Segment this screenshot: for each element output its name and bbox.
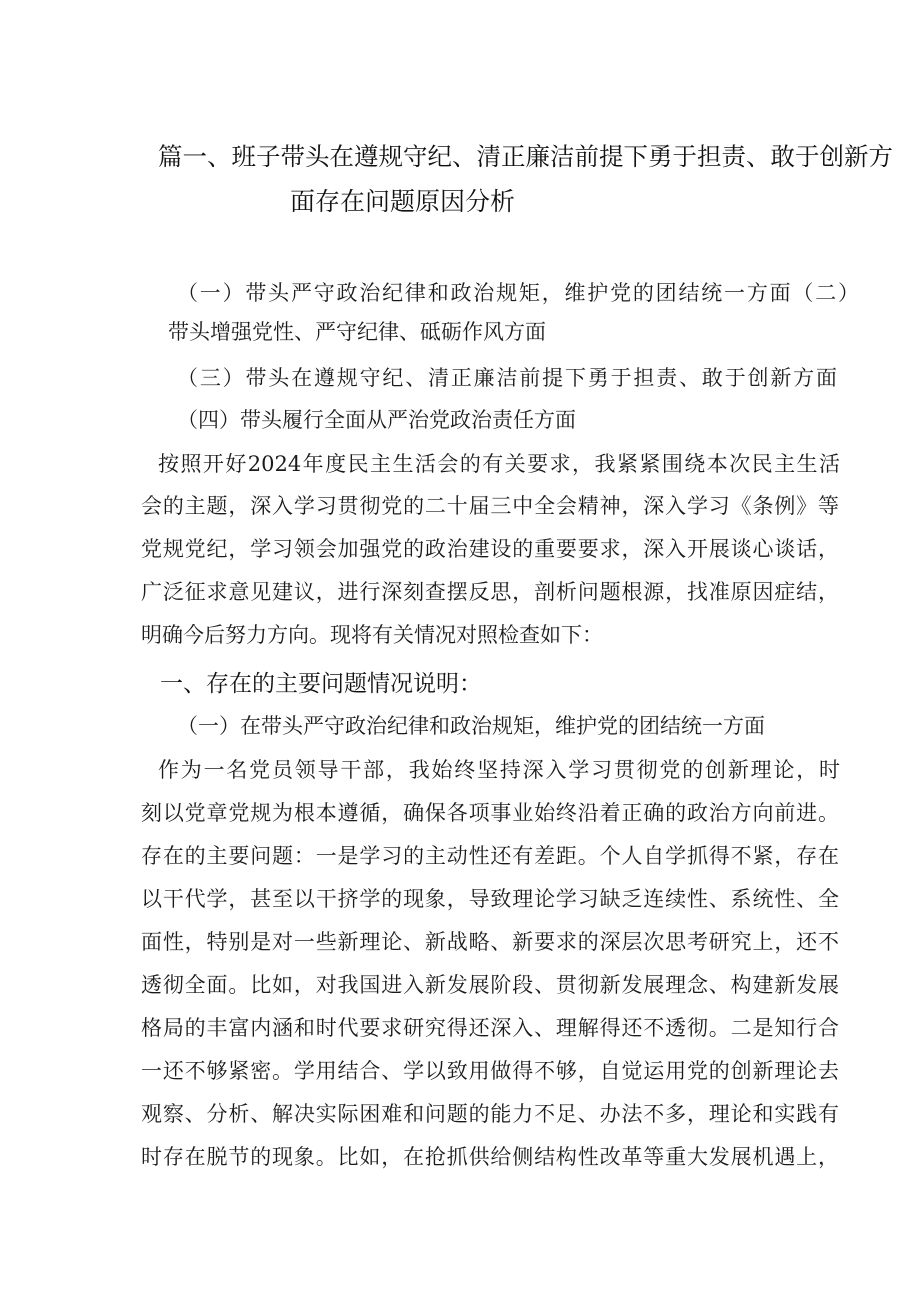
intro-line: 党规党纪，学习领会加强党的政治建设的重要要求，深入开展谈心谈话， (141, 537, 839, 561)
toc-item-2: 带头增强党性、严守纪律、砥砺作风方面 (168, 320, 546, 344)
toc-item-4: （四）带头履行全面从严治党政治责任方面 (177, 408, 576, 432)
toc-item-1: （一）带头严守政治纪律和政治规矩，维护党的团结统一方面（二） (177, 281, 859, 305)
toc-item-3: （三）带头在遵规守纪、清正廉洁前提下勇于担责、敢于创新方面 (177, 366, 837, 390)
document-title-line-2: 面存在问题原因分析 (290, 187, 516, 216)
body-line: 刻以党章党规为根本遵循，确保各项事业始终沿着正确的政治方向前进。 (141, 801, 839, 825)
body-line: 作为一名党员领导干部，我始终坚持深入学习贯彻党的创新理论，时 (158, 758, 840, 782)
intro-line: 按照开好2024年度民主生活会的有关要求，我紧紧围绕本次民主生活 (158, 452, 840, 476)
body-line: 透彻全面。比如，对我国进入新发展阶段、贯彻新发展理念、构建新发展 (141, 973, 839, 997)
body-line: 一还不够紧密。学用结合、学以致用做得不够，自觉运用党的创新理论去 (141, 1059, 839, 1083)
body-line: 格局的丰富内涵和时代要求研究得还深入、理解得还不透彻。二是知行合 (141, 1016, 839, 1040)
section-subheading: （一）在带头严守政治纪律和政治规矩，维护党的团结统一方面 (177, 714, 765, 738)
intro-line: 会的主题，深入学习贯彻党的二十届三中全会精神，深入学习《条例》等 (141, 494, 839, 518)
intro-line: 广泛征求意见建议，进行深刻查摆反思，剖析问题根源，找准原因症结， (141, 580, 839, 604)
document-title-line-1: 篇一、班子带头在遵规守纪、清正廉洁前提下勇于担责、敢于创新方 (158, 142, 893, 171)
body-line: 存在的主要问题：一是学习的主动性还有差距。个人自学抓得不紧，存在 (141, 844, 839, 868)
intro-line: 明确今后努力方向。现将有关情况对照检查如下： (141, 623, 603, 647)
section-heading: 一、存在的主要问题情况说明： (160, 671, 482, 697)
body-line: 时存在脱节的现象。比如，在抢抓供给侧结构性改革等重大发展机遇上， (141, 1145, 839, 1169)
body-line: 观察、分析、解决实际困难和问题的能力不足、办法不多，理论和实践有 (141, 1102, 839, 1126)
body-line: 以干代学，甚至以干挤学的现象，导致理论学习缺乏连续性、系统性、全 (141, 887, 839, 911)
body-line: 面性，特别是对一些新理论、新战略、新要求的深层次思考研究上，还不 (141, 930, 839, 954)
